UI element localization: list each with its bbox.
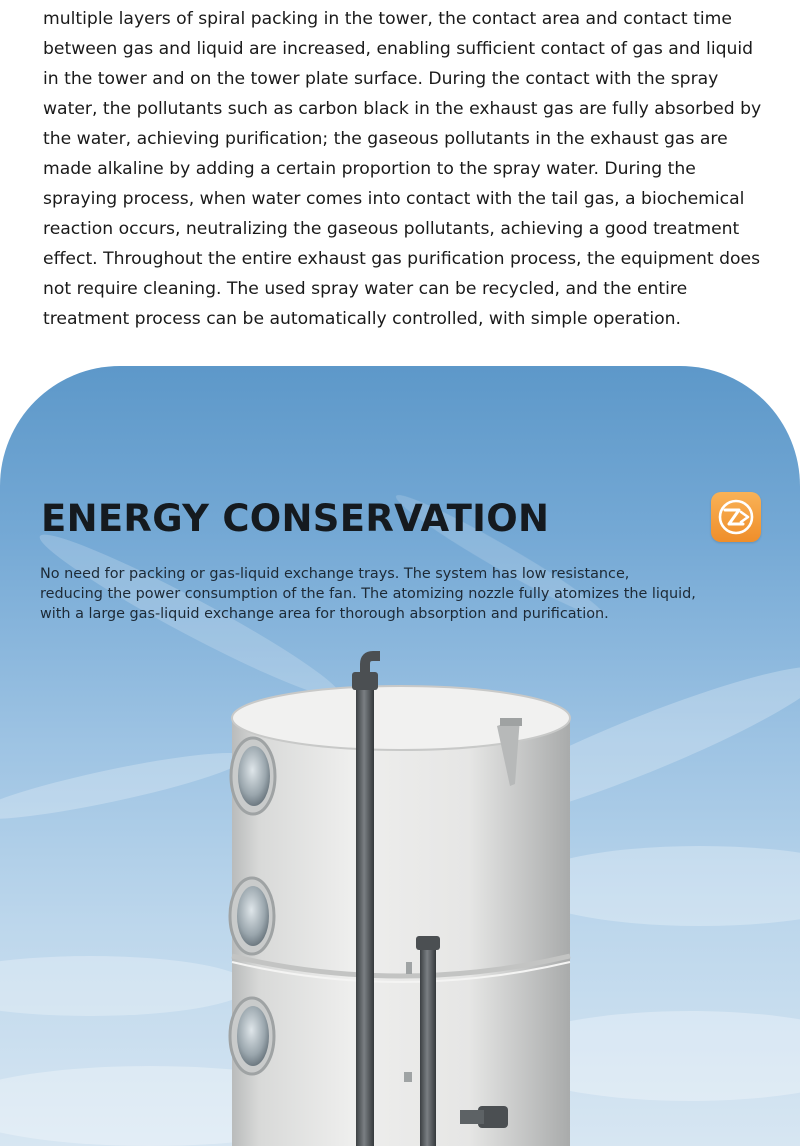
description-line: with a large gas-liquid exchange area for thorough absorption and purification. [40,606,609,622]
intro-line: water, the pollutants such as carbon black in the exhaust gas are fully absorbed by [43,99,762,119]
intro-paragraph [43,4,763,334]
description-line: No need for packing or gas-liquid exchange trays. The system has low resistance, [40,566,630,582]
zk-brand-logo-icon [711,492,761,542]
port-window [230,878,274,954]
spray-tower-icon [230,656,570,1146]
section-title: ENERGY CONSERVATION [41,497,550,540]
intro-line: multiple layers of spiral packing in the tower, the contact area and contact time [43,9,732,29]
intro-line: the water, achieving purification; the gaseous pollutants in the exhaust gas are [43,129,728,149]
intro-line: made alkaline by adding a certain proportion to the spray water. During the [43,159,696,179]
port-window [231,738,275,814]
spray-tower-image [0,366,800,1146]
intro-line: between gas and liquid are increased, enabling sufficient contact of gas and liquid [43,39,754,59]
port-window [230,998,274,1074]
intro-line: effect. Throughout the entire exhaust gas purification process, the equipment does [43,249,761,269]
hero-panel [0,366,800,1146]
intro-line: in the tower and on the tower plate surface. During the contact with the spray [43,69,719,89]
intro-line: reaction occurs, neutralizing the gaseous pollutants, achieving a good treatment [43,219,740,239]
intro-line: treatment process can be automatically controlled, with simple operation. [43,309,681,329]
description-line: reducing the power consumption of the fan. The atomizing nozzle fully atomizes the liquid, [40,586,696,602]
section-description [40,564,740,624]
intro-line: not require cleaning. The used spray water can be recycled, and the entire [43,279,688,299]
intro-line: spraying process, when water comes into contact with the tail gas, a biochemical [43,189,745,209]
